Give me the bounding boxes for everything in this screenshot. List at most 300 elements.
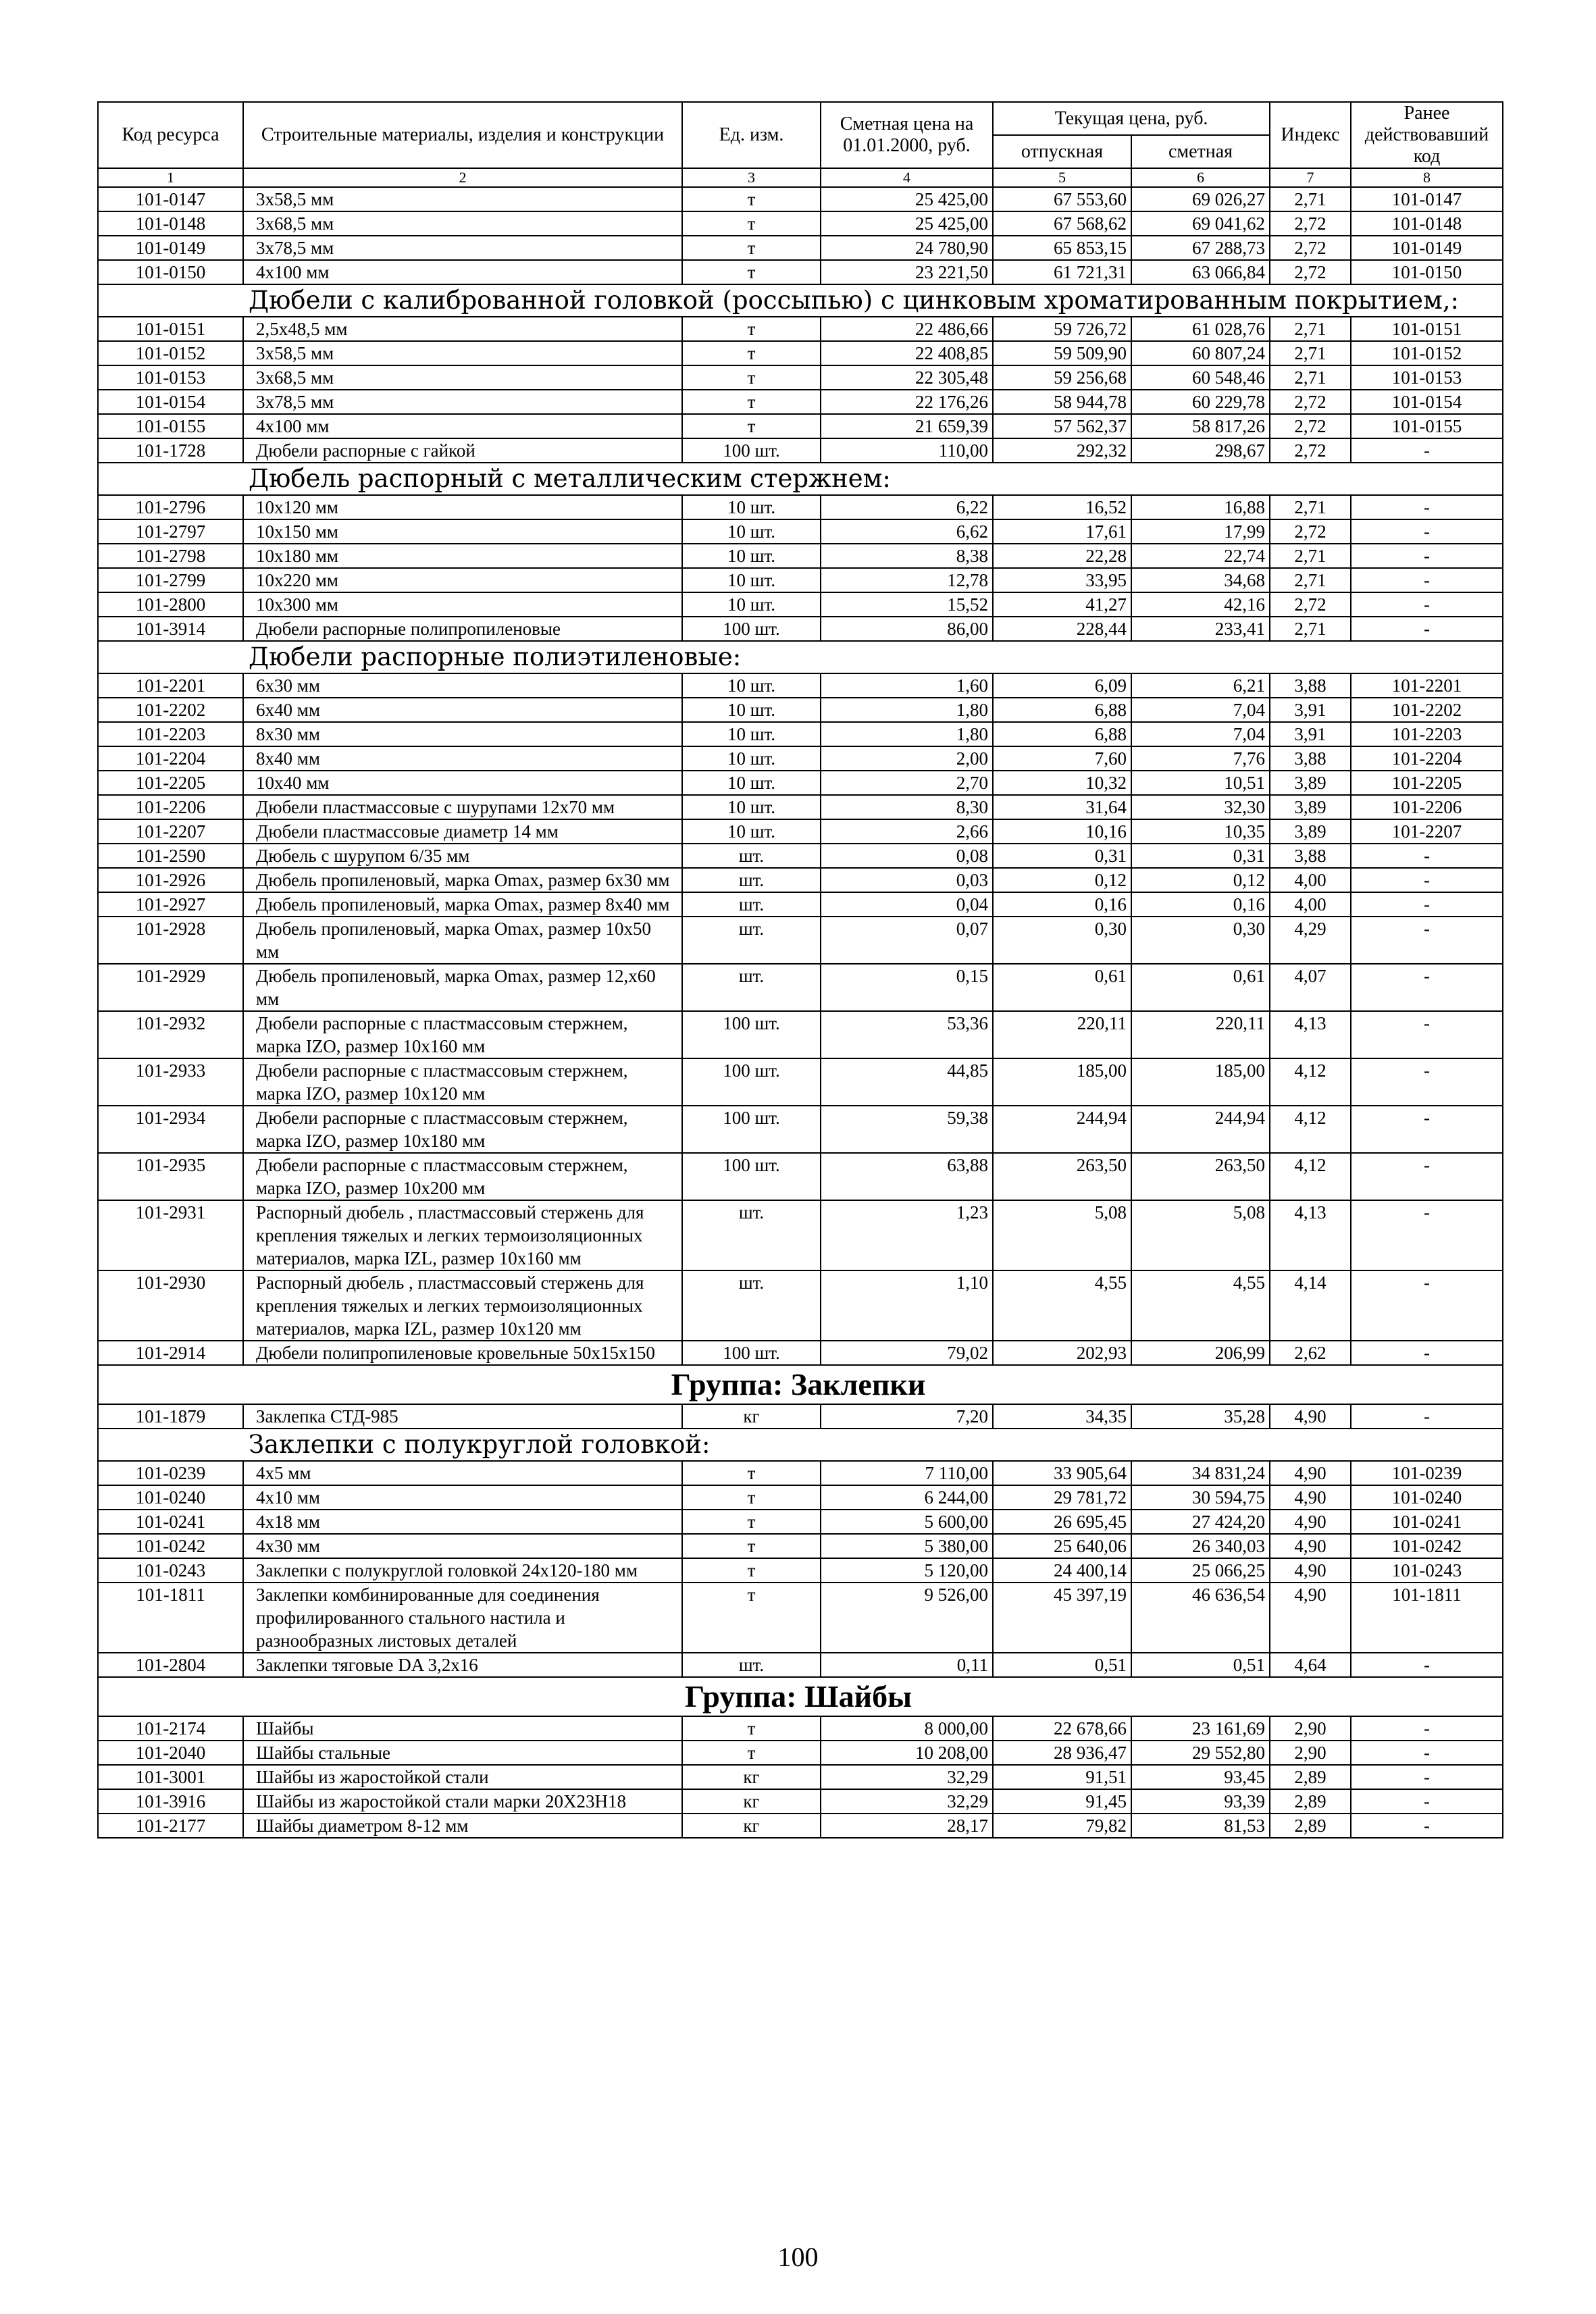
table-row bbox=[98, 592, 1503, 617]
base-price: 8,30 bbox=[821, 795, 993, 819]
resource-code: 101-2799 bbox=[98, 568, 243, 592]
resource-code: 101-2914 bbox=[98, 1341, 243, 1365]
price-index: 3,91 bbox=[1270, 722, 1351, 746]
estimate-price: 185,00 bbox=[1131, 1058, 1270, 1106]
estimate-price: 7,76 bbox=[1131, 746, 1270, 771]
unit: т bbox=[682, 236, 821, 260]
price-index: 4,90 bbox=[1270, 1404, 1351, 1429]
unit: шт. bbox=[682, 844, 821, 868]
price-index: 4,90 bbox=[1270, 1558, 1351, 1583]
base-price: 2,66 bbox=[821, 819, 993, 844]
unit: 100 шт. bbox=[682, 1011, 821, 1058]
release-price: 185,00 bbox=[993, 1058, 1131, 1106]
table-row bbox=[98, 1153, 1503, 1200]
release-price: 10,16 bbox=[993, 819, 1131, 844]
unit: кг bbox=[682, 1765, 821, 1789]
previous-code: 101-2206 bbox=[1351, 795, 1503, 819]
estimate-price: 0,51 bbox=[1131, 1653, 1270, 1677]
base-price: 8 000,00 bbox=[821, 1716, 993, 1741]
estimate-price: 5,08 bbox=[1131, 1200, 1270, 1270]
table-row bbox=[98, 1765, 1503, 1789]
previous-code: - bbox=[1351, 1270, 1503, 1341]
material-name: Дюбель пропиленовый, марка Omax, размер 8х40 мм bbox=[243, 892, 682, 917]
unit: т bbox=[682, 260, 821, 284]
table-row bbox=[98, 1583, 1503, 1653]
resource-code: 101-3914 bbox=[98, 617, 243, 641]
unit: кг bbox=[682, 1789, 821, 1814]
release-price: 25 640,06 bbox=[993, 1534, 1131, 1558]
base-price: 5 120,00 bbox=[821, 1558, 993, 1583]
unit: т bbox=[682, 211, 821, 236]
price-index: 3,89 bbox=[1270, 819, 1351, 844]
base-price: 53,36 bbox=[821, 1011, 993, 1058]
table-row bbox=[98, 698, 1503, 722]
table-row bbox=[98, 917, 1503, 964]
release-price: 31,64 bbox=[993, 795, 1131, 819]
base-price: 21 659,39 bbox=[821, 414, 993, 438]
resource-code: 101-1811 bbox=[98, 1583, 243, 1653]
resource-code: 101-2935 bbox=[98, 1153, 243, 1200]
subgroup-title: Заклепки с полукруглой головкой: bbox=[98, 1429, 1503, 1461]
table-row bbox=[98, 495, 1503, 519]
resource-code: 101-2934 bbox=[98, 1106, 243, 1153]
unit: 10 шт. bbox=[682, 722, 821, 746]
release-price: 6,88 bbox=[993, 722, 1131, 746]
previous-code: - bbox=[1351, 1011, 1503, 1058]
price-index: 3,88 bbox=[1270, 746, 1351, 771]
estimate-price: 35,28 bbox=[1131, 1404, 1270, 1429]
estimate-price: 29 552,80 bbox=[1131, 1741, 1270, 1765]
unit: шт. bbox=[682, 1270, 821, 1341]
previous-code: 101-0153 bbox=[1351, 365, 1503, 390]
material-name: 3х78,5 мм bbox=[243, 390, 682, 414]
estimate-price: 32,30 bbox=[1131, 795, 1270, 819]
estimate-price: 244,94 bbox=[1131, 1106, 1270, 1153]
price-index: 2,72 bbox=[1270, 592, 1351, 617]
estimate-price: 93,39 bbox=[1131, 1789, 1270, 1814]
resource-code: 101-0152 bbox=[98, 341, 243, 365]
previous-code: - bbox=[1351, 892, 1503, 917]
material-name: Заклепка СТД-985 bbox=[243, 1404, 682, 1429]
table-body bbox=[98, 187, 1503, 1838]
base-price: 25 425,00 bbox=[821, 187, 993, 211]
base-price: 7 110,00 bbox=[821, 1461, 993, 1485]
unit: 100 шт. bbox=[682, 617, 821, 641]
base-price: 15,52 bbox=[821, 592, 993, 617]
release-price: 67 553,60 bbox=[993, 187, 1131, 211]
header-row bbox=[98, 102, 1503, 135]
col-number: 5 bbox=[993, 168, 1131, 187]
previous-code: - bbox=[1351, 1765, 1503, 1789]
previous-code: 101-2204 bbox=[1351, 746, 1503, 771]
release-price: 26 695,45 bbox=[993, 1510, 1131, 1534]
material-name: Шайбы стальные bbox=[243, 1741, 682, 1765]
material-name: 4х30 мм bbox=[243, 1534, 682, 1558]
release-price: 45 397,19 bbox=[993, 1583, 1131, 1653]
resource-code: 101-2932 bbox=[98, 1011, 243, 1058]
material-name: Заклепки комбинированные для соединения профилированного стального настила и разнообразных листовых деталей bbox=[243, 1583, 682, 1653]
previous-code: - bbox=[1351, 1789, 1503, 1814]
table-row bbox=[98, 211, 1503, 236]
unit: 10 шт. bbox=[682, 746, 821, 771]
release-price: 34,35 bbox=[993, 1404, 1131, 1429]
estimate-price: 6,21 bbox=[1131, 673, 1270, 698]
resource-code: 101-0243 bbox=[98, 1558, 243, 1583]
release-price: 7,60 bbox=[993, 746, 1131, 771]
resource-code: 101-3001 bbox=[98, 1765, 243, 1789]
material-name: Шайбы диаметром 8-12 мм bbox=[243, 1814, 682, 1838]
price-index: 2,72 bbox=[1270, 390, 1351, 414]
estimate-price: 26 340,03 bbox=[1131, 1534, 1270, 1558]
material-name: Дюбели пластмассовые с шурупами 12х70 мм bbox=[243, 795, 682, 819]
col-number: 4 bbox=[821, 168, 993, 187]
estimate-price: 206,99 bbox=[1131, 1341, 1270, 1365]
estimate-price: 16,88 bbox=[1131, 495, 1270, 519]
base-price: 0,11 bbox=[821, 1653, 993, 1677]
material-name: Распорный дюбель , пластмассовый стержень для крепления тяжелых и легких термоизоляционных материалов, марка IZL, размер 10х120 мм bbox=[243, 1270, 682, 1341]
material-name: 4х100 мм bbox=[243, 260, 682, 284]
price-index: 4,00 bbox=[1270, 868, 1351, 892]
previous-code: 101-0148 bbox=[1351, 211, 1503, 236]
base-price: 8,38 bbox=[821, 544, 993, 568]
table-row bbox=[98, 568, 1503, 592]
previous-code: - bbox=[1351, 1814, 1503, 1838]
release-price: 22 678,66 bbox=[993, 1716, 1131, 1741]
resource-code: 101-0153 bbox=[98, 365, 243, 390]
release-price: 61 721,31 bbox=[993, 260, 1131, 284]
previous-code: 101-0152 bbox=[1351, 341, 1503, 365]
base-price: 0,15 bbox=[821, 964, 993, 1011]
material-name: 6х30 мм bbox=[243, 673, 682, 698]
table-row bbox=[98, 365, 1503, 390]
material-name: 4х5 мм bbox=[243, 1461, 682, 1485]
unit: 10 шт. bbox=[682, 819, 821, 844]
col-number: 1 bbox=[98, 168, 243, 187]
estimate-price: 42,16 bbox=[1131, 592, 1270, 617]
table-row bbox=[98, 260, 1503, 284]
base-price: 2,00 bbox=[821, 746, 993, 771]
price-index: 2,72 bbox=[1270, 519, 1351, 544]
release-price: 202,93 bbox=[993, 1341, 1131, 1365]
resource-code: 101-2204 bbox=[98, 746, 243, 771]
estimate-price: 30 594,75 bbox=[1131, 1485, 1270, 1510]
col-number: 2 bbox=[243, 168, 682, 187]
table-row bbox=[98, 964, 1503, 1011]
price-index: 2,72 bbox=[1270, 236, 1351, 260]
material-name: 4х10 мм bbox=[243, 1485, 682, 1510]
resource-code: 101-0150 bbox=[98, 260, 243, 284]
unit: 100 шт. bbox=[682, 1058, 821, 1106]
col-number: 7 bbox=[1270, 168, 1351, 187]
estimate-price: 60 229,78 bbox=[1131, 390, 1270, 414]
resource-code: 101-2203 bbox=[98, 722, 243, 746]
estimate-price: 7,04 bbox=[1131, 722, 1270, 746]
previous-code: - bbox=[1351, 519, 1503, 544]
estimate-price: 34 831,24 bbox=[1131, 1461, 1270, 1485]
previous-code: 101-0151 bbox=[1351, 317, 1503, 341]
previous-code: 101-2203 bbox=[1351, 722, 1503, 746]
base-price: 1,23 bbox=[821, 1200, 993, 1270]
previous-code: - bbox=[1351, 1106, 1503, 1153]
unit: 100 шт. bbox=[682, 1341, 821, 1365]
previous-code: 101-0243 bbox=[1351, 1558, 1503, 1583]
release-price: 59 509,90 bbox=[993, 341, 1131, 365]
group-heading-row bbox=[98, 1365, 1503, 1404]
price-index: 2,89 bbox=[1270, 1765, 1351, 1789]
resource-code: 101-2040 bbox=[98, 1741, 243, 1765]
previous-code: - bbox=[1351, 592, 1503, 617]
release-price: 65 853,15 bbox=[993, 236, 1131, 260]
table-row bbox=[98, 414, 1503, 438]
table-row bbox=[98, 1341, 1503, 1365]
estimate-price: 69 026,27 bbox=[1131, 187, 1270, 211]
release-price: 79,82 bbox=[993, 1814, 1131, 1838]
unit: 10 шт. bbox=[682, 795, 821, 819]
material-name: Шайбы из жаростойкой стали марки 20Х23Н18 bbox=[243, 1789, 682, 1814]
price-index: 4,64 bbox=[1270, 1653, 1351, 1677]
table-row bbox=[98, 1011, 1503, 1058]
resource-code: 101-2800 bbox=[98, 592, 243, 617]
price-index: 3,89 bbox=[1270, 795, 1351, 819]
unit: т bbox=[682, 1558, 821, 1583]
header-current-price: Текущая цена, руб. bbox=[993, 102, 1270, 135]
previous-code: 101-0155 bbox=[1351, 414, 1503, 438]
price-index: 2,62 bbox=[1270, 1341, 1351, 1365]
material-name: 10х300 мм bbox=[243, 592, 682, 617]
material-name: Дюбели пластмассовые диаметр 14 мм bbox=[243, 819, 682, 844]
release-price: 24 400,14 bbox=[993, 1558, 1131, 1583]
release-price: 58 944,78 bbox=[993, 390, 1131, 414]
material-name: Шайбы из жаростойкой стали bbox=[243, 1765, 682, 1789]
unit: 100 шт. bbox=[682, 1106, 821, 1153]
unit: т bbox=[682, 390, 821, 414]
unit: т bbox=[682, 187, 821, 211]
subgroup-heading-row bbox=[98, 1429, 1503, 1461]
unit: 10 шт. bbox=[682, 544, 821, 568]
release-price: 41,27 bbox=[993, 592, 1131, 617]
previous-code: 101-2201 bbox=[1351, 673, 1503, 698]
resource-code: 101-1879 bbox=[98, 1404, 243, 1429]
table-row bbox=[98, 868, 1503, 892]
release-price: 6,88 bbox=[993, 698, 1131, 722]
estimate-price: 46 636,54 bbox=[1131, 1583, 1270, 1653]
material-name: 8х40 мм bbox=[243, 746, 682, 771]
price-index: 2,72 bbox=[1270, 414, 1351, 438]
price-table bbox=[97, 101, 1503, 1839]
release-price: 59 256,68 bbox=[993, 365, 1131, 390]
header-code: Код ресурса bbox=[98, 102, 243, 168]
material-name: 6х40 мм bbox=[243, 698, 682, 722]
release-price: 0,31 bbox=[993, 844, 1131, 868]
base-price: 1,80 bbox=[821, 698, 993, 722]
previous-code: 101-0147 bbox=[1351, 187, 1503, 211]
base-price: 6,62 bbox=[821, 519, 993, 544]
base-price: 5 380,00 bbox=[821, 1534, 993, 1558]
price-index: 2,71 bbox=[1270, 187, 1351, 211]
price-index: 4,07 bbox=[1270, 964, 1351, 1011]
table-row bbox=[98, 519, 1503, 544]
base-price: 12,78 bbox=[821, 568, 993, 592]
release-price: 29 781,72 bbox=[993, 1485, 1131, 1510]
unit: т bbox=[682, 1583, 821, 1653]
unit: шт. bbox=[682, 964, 821, 1011]
base-price: 0,07 bbox=[821, 917, 993, 964]
price-index: 4,13 bbox=[1270, 1200, 1351, 1270]
unit: 10 шт. bbox=[682, 771, 821, 795]
base-price: 23 221,50 bbox=[821, 260, 993, 284]
subgroup-heading-row bbox=[98, 641, 1503, 673]
price-index: 2,71 bbox=[1270, 617, 1351, 641]
unit: 100 шт. bbox=[682, 1153, 821, 1200]
estimate-price: 22,74 bbox=[1131, 544, 1270, 568]
release-price: 33 905,64 bbox=[993, 1461, 1131, 1485]
base-price: 0,04 bbox=[821, 892, 993, 917]
price-index: 3,88 bbox=[1270, 673, 1351, 698]
release-price: 5,08 bbox=[993, 1200, 1131, 1270]
unit: шт. bbox=[682, 868, 821, 892]
base-price: 59,38 bbox=[821, 1106, 993, 1153]
material-name: 2,5х48,5 мм bbox=[243, 317, 682, 341]
release-price: 244,94 bbox=[993, 1106, 1131, 1153]
price-index: 2,71 bbox=[1270, 544, 1351, 568]
price-index: 4,90 bbox=[1270, 1534, 1351, 1558]
previous-code: 101-0149 bbox=[1351, 236, 1503, 260]
previous-code: - bbox=[1351, 1200, 1503, 1270]
unit: 100 шт. bbox=[682, 438, 821, 463]
resource-code: 101-2207 bbox=[98, 819, 243, 844]
unit: т bbox=[682, 365, 821, 390]
estimate-price: 17,99 bbox=[1131, 519, 1270, 544]
price-index: 2,90 bbox=[1270, 1716, 1351, 1741]
table-row bbox=[98, 1558, 1503, 1583]
unit: 10 шт. bbox=[682, 568, 821, 592]
unit: шт. bbox=[682, 892, 821, 917]
table-row bbox=[98, 438, 1503, 463]
estimate-price: 60 807,24 bbox=[1131, 341, 1270, 365]
price-index: 3,89 bbox=[1270, 771, 1351, 795]
release-price: 263,50 bbox=[993, 1153, 1131, 1200]
table-row bbox=[98, 746, 1503, 771]
release-price: 33,95 bbox=[993, 568, 1131, 592]
resource-code: 101-2797 bbox=[98, 519, 243, 544]
previous-code: - bbox=[1351, 1653, 1503, 1677]
price-index: 4,12 bbox=[1270, 1058, 1351, 1106]
material-name: 10х220 мм bbox=[243, 568, 682, 592]
material-name: 10х40 мм bbox=[243, 771, 682, 795]
table-row bbox=[98, 1270, 1503, 1341]
previous-code: - bbox=[1351, 438, 1503, 463]
estimate-price: 0,61 bbox=[1131, 964, 1270, 1011]
base-price: 63,88 bbox=[821, 1153, 993, 1200]
page-number: 100 bbox=[777, 2242, 819, 2272]
table-row bbox=[98, 341, 1503, 365]
previous-code: 101-2202 bbox=[1351, 698, 1503, 722]
release-price: 0,61 bbox=[993, 964, 1131, 1011]
price-index: 4,14 bbox=[1270, 1270, 1351, 1341]
unit: шт. bbox=[682, 917, 821, 964]
resource-code: 101-0149 bbox=[98, 236, 243, 260]
release-price: 91,45 bbox=[993, 1789, 1131, 1814]
previous-code: - bbox=[1351, 1404, 1503, 1429]
unit: т bbox=[682, 1510, 821, 1534]
header-estimate: сметная bbox=[1131, 135, 1270, 168]
base-price: 5 600,00 bbox=[821, 1510, 993, 1534]
price-index: 2,72 bbox=[1270, 211, 1351, 236]
base-price: 6,22 bbox=[821, 495, 993, 519]
base-price: 32,29 bbox=[821, 1765, 993, 1789]
release-price: 91,51 bbox=[993, 1765, 1131, 1789]
unit: кг bbox=[682, 1814, 821, 1838]
base-price: 6 244,00 bbox=[821, 1485, 993, 1510]
resource-code: 101-0240 bbox=[98, 1485, 243, 1510]
unit: шт. bbox=[682, 1653, 821, 1677]
base-price: 86,00 bbox=[821, 617, 993, 641]
table-row bbox=[98, 544, 1503, 568]
previous-code: - bbox=[1351, 1716, 1503, 1741]
resource-code: 101-2929 bbox=[98, 964, 243, 1011]
resource-code: 101-2927 bbox=[98, 892, 243, 917]
base-price: 0,08 bbox=[821, 844, 993, 868]
base-price: 0,03 bbox=[821, 868, 993, 892]
previous-code: - bbox=[1351, 844, 1503, 868]
price-index: 2,72 bbox=[1270, 260, 1351, 284]
material-name: 8х30 мм bbox=[243, 722, 682, 746]
unit: 10 шт. bbox=[682, 698, 821, 722]
header-unit: Ед. изм. bbox=[682, 102, 821, 168]
resource-code: 101-0241 bbox=[98, 1510, 243, 1534]
resource-code: 101-2796 bbox=[98, 495, 243, 519]
previous-code: - bbox=[1351, 1341, 1503, 1365]
resource-code: 101-1728 bbox=[98, 438, 243, 463]
base-price: 32,29 bbox=[821, 1789, 993, 1814]
base-price: 22 408,85 bbox=[821, 341, 993, 365]
table-row bbox=[98, 1200, 1503, 1270]
col-number: 6 bbox=[1131, 168, 1270, 187]
resource-code: 101-2930 bbox=[98, 1270, 243, 1341]
table-row bbox=[98, 1404, 1503, 1429]
material-name: Заклепки с полукруглой головкой 24х120-180 мм bbox=[243, 1558, 682, 1583]
table-row bbox=[98, 390, 1503, 414]
resource-code: 101-0155 bbox=[98, 414, 243, 438]
previous-code: - bbox=[1351, 544, 1503, 568]
resource-code: 101-3916 bbox=[98, 1789, 243, 1814]
estimate-price: 27 424,20 bbox=[1131, 1510, 1270, 1534]
unit: 10 шт. bbox=[682, 592, 821, 617]
resource-code: 101-2933 bbox=[98, 1058, 243, 1106]
resource-code: 101-2928 bbox=[98, 917, 243, 964]
release-price: 28 936,47 bbox=[993, 1741, 1131, 1765]
col-number: 3 bbox=[682, 168, 821, 187]
col-number: 8 bbox=[1351, 168, 1503, 187]
table-row bbox=[98, 1058, 1503, 1106]
release-price: 6,09 bbox=[993, 673, 1131, 698]
previous-code: 101-2205 bbox=[1351, 771, 1503, 795]
table-row bbox=[98, 795, 1503, 819]
header-name: Строительные материалы, изделия и конструкции bbox=[243, 102, 682, 168]
previous-code: - bbox=[1351, 1741, 1503, 1765]
previous-code: - bbox=[1351, 495, 1503, 519]
material-name: 10х180 мм bbox=[243, 544, 682, 568]
estimate-price: 220,11 bbox=[1131, 1011, 1270, 1058]
subgroup-title: Дюбели распорные полиэтиленовые: bbox=[98, 641, 1503, 673]
price-index: 4,12 bbox=[1270, 1153, 1351, 1200]
material-name: Распорный дюбель , пластмассовый стержень для крепления тяжелых и легких термоизоляционных материалов, марка IZL, размер 10х160 мм bbox=[243, 1200, 682, 1270]
price-index: 3,91 bbox=[1270, 698, 1351, 722]
unit: 10 шт. bbox=[682, 673, 821, 698]
material-name: Дюбель с шурупом 6/35 мм bbox=[243, 844, 682, 868]
price-index: 2,71 bbox=[1270, 495, 1351, 519]
estimate-price: 233,41 bbox=[1131, 617, 1270, 641]
